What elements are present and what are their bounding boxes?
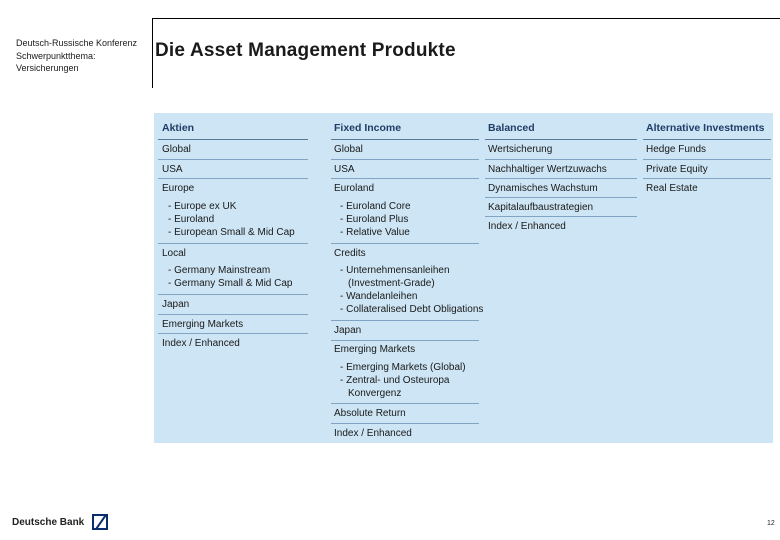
alt-item-1: Hedge Funds [646,144,707,155]
row-divider [158,243,308,244]
balanced-item-2: Nachhaltiger Wertzuwachs [488,164,607,175]
header-rule [331,139,479,140]
fi-credits-sub-2: (Investment-Grade) [348,278,435,289]
fi-euroland-sub-3: - Relative Value [340,227,410,238]
column-header-balanced: Balanced [488,122,535,134]
aktien-emerging: Emerging Markets [162,319,244,330]
aktien-local: Local [162,248,186,259]
header-horizontal-rule [152,18,780,19]
header-vertical-rule [152,18,153,88]
aktien-global: Global [162,144,191,155]
fi-euroland: Euroland [334,183,375,194]
row-divider [158,178,308,179]
row-divider [485,159,637,160]
aktien-index: Index / Enhanced [162,338,240,349]
column-header-fixed-income: Fixed Income [334,122,402,134]
focus-label: Schwerpunktthema: [16,50,96,61]
balanced-item-5: Index / Enhanced [488,221,566,232]
page-title: Die Asset Management Produkte [155,40,456,61]
row-divider [331,243,479,244]
column-header-alternative-investments: Alternative Investments [646,122,765,134]
aktien-usa: USA [162,164,183,175]
row-divider [158,333,308,334]
fi-absolute-return: Absolute Return [334,408,406,419]
aktien-europe-sub-1: - Europe ex UK [168,201,237,212]
conference-info [16,37,137,75]
header-rule [643,139,771,140]
row-divider [643,159,771,160]
fi-credits: Credits [334,248,366,259]
row-divider [158,314,308,315]
aktien-europe: Europe [162,183,195,194]
fi-emerging-sub-2: - Zentral- und Osteuropa [340,375,450,386]
fi-euroland-sub-2: - Euroland Plus [340,214,409,225]
fi-global: Global [334,144,363,155]
row-divider [643,178,771,179]
row-divider [158,294,308,295]
alt-item-3: Real Estate [646,183,698,194]
row-divider [331,423,479,424]
fi-index: Index / Enhanced [334,428,412,439]
fi-credits-sub-3: - Wandelanleihen [340,291,418,302]
balanced-item-3: Dynamisches Wachstum [488,183,598,194]
row-divider [331,340,479,341]
fi-emerging: Emerging Markets [334,344,416,355]
fi-emerging-sub-1: - Emerging Markets (Global) [340,362,466,373]
deutsche-bank-logo [12,514,108,530]
row-divider [485,216,637,217]
aktien-europe-sub-2: - Euroland [168,214,215,225]
header-rule [485,139,637,140]
aktien-europe-sub-3: - European Small & Mid Cap [168,227,295,238]
row-divider [331,159,479,160]
row-divider [158,159,308,160]
row-divider [485,197,637,198]
fi-euroland-sub-1: - Euroland Core [340,201,411,212]
slash-square-icon [92,514,108,530]
aktien-japan: Japan [162,299,190,310]
focus-topic: Versicherungen [16,63,79,73]
row-divider [485,178,637,179]
brand-name: Deutsche Bank [12,516,85,528]
aktien-local-sub-1: - Germany Mainstream [168,265,271,276]
row-divider [331,320,479,321]
alt-item-2: Private Equity [646,164,708,175]
fi-japan: Japan [334,325,362,336]
fi-credits-sub-1: - Unternehmensanleihen [340,265,450,276]
balanced-item-1: Wertsicherung [488,144,553,155]
header-rule [158,139,308,140]
aktien-local-sub-2: - Germany Small & Mid Cap [168,278,293,289]
row-divider [331,178,479,179]
page-number: 12 [767,520,775,527]
fi-emerging-sub-3: Konvergenz [348,388,402,399]
fi-usa: USA [334,164,355,175]
row-divider [331,403,479,404]
fi-credits-sub-4: - Collateralised Debt Obligations [340,304,484,315]
column-header-aktien: Aktien [162,122,195,134]
balanced-item-4: Kapitalaufbaustrategien [488,202,594,213]
conference-name: Deutsch-Russische Konferenz [16,38,138,48]
